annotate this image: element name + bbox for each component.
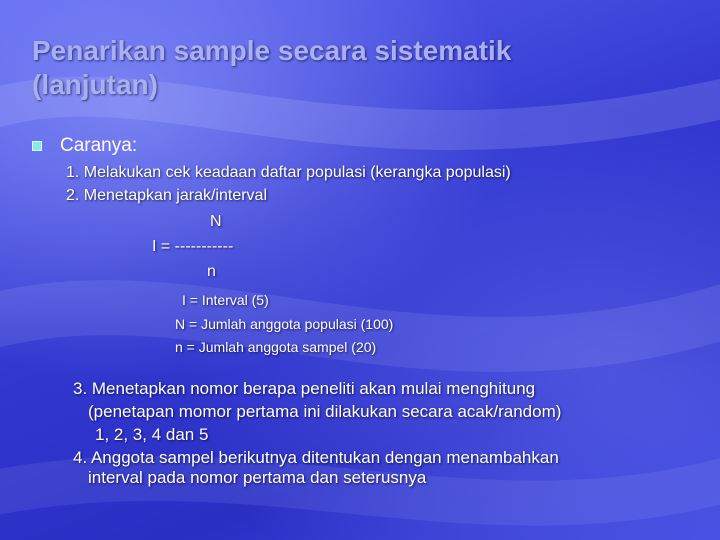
title-line-2: (lanjutan) [32, 69, 158, 100]
title-line-1: Penarikan sample secara sistematik [32, 35, 512, 66]
step-1: 1. Melakukan cek keadaan daftar populasi (kerangka populasi) [66, 164, 511, 181]
definition-sample: n = Jumlah anggota sampel (20) [175, 339, 377, 355]
formula-denominator: n [207, 263, 216, 280]
definition-interval: I = Interval (5) [182, 292, 269, 308]
step-4-line-2: interval pada nomor pertama dan seterusnya [88, 468, 427, 487]
step-3-line-1: 3. Menetapkan nomor berapa peneliti akan mulai menghitung [73, 379, 536, 398]
bullet-caranya [32, 135, 137, 157]
bullet-label: Caranya: [60, 135, 138, 156]
square-bullet-icon [32, 141, 42, 151]
step-3-line-3: 1, 2, 3, 4 dan 5 [95, 425, 209, 444]
step-4-line-1: 4. Anggota sampel berikutnya ditentukan dengan menambahkan [73, 448, 559, 467]
formula-line: I = ----------- [152, 238, 234, 255]
slide-title [32, 34, 692, 102]
step-3-line-2: (penetapan momor pertama ini dilakukan secara acak/random) [88, 402, 562, 421]
definition-population: N = Jumlah anggota populasi (100) [175, 316, 394, 332]
formula-numerator: N [210, 213, 222, 230]
step-2: 2. Menetapkan jarak/interval [66, 187, 267, 204]
